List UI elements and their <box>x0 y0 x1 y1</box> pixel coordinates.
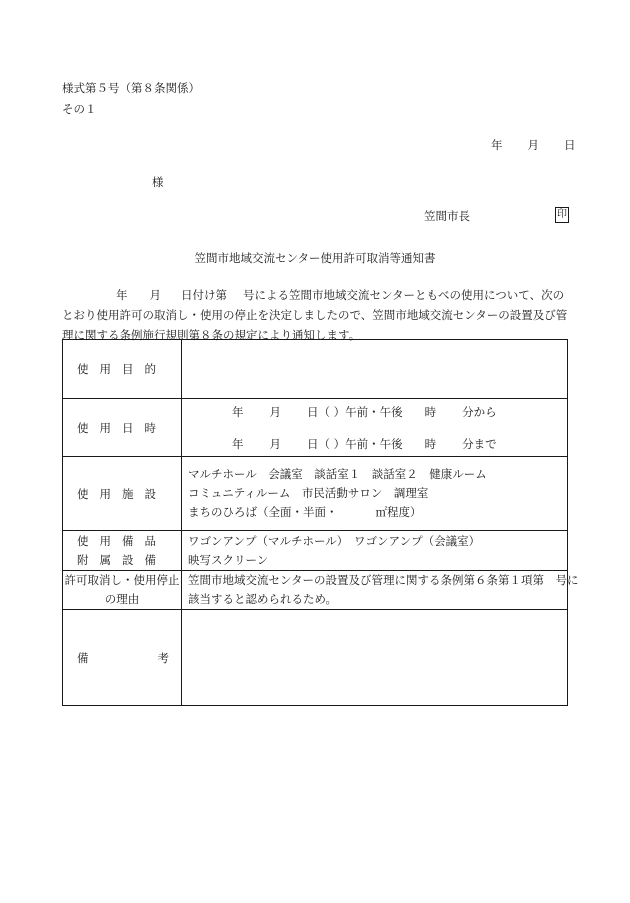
period-to-minutes: 分まで <box>462 436 497 451</box>
facility-value-cell <box>182 457 568 531</box>
body-year: 年 <box>116 288 128 302</box>
row-reason <box>63 571 568 610</box>
addressee-suffix: 様 <box>152 175 164 189</box>
reason-line-2: 該当すると認められるため。 <box>188 592 338 606</box>
period-label: 使用日時 <box>77 420 167 435</box>
purpose-label: 使用目的 <box>77 362 167 376</box>
purpose-label-cell <box>63 340 182 399</box>
facility-label: 使用施設 <box>77 486 167 501</box>
row-purpose <box>63 340 568 399</box>
period-from-paren: （ ） <box>318 404 346 419</box>
reason-label-2: の理由 <box>104 592 140 606</box>
period-to-ampm: 午前・午後 <box>345 436 403 451</box>
date-line <box>491 137 576 153</box>
facility-line-3 <box>188 503 567 522</box>
remarks-label-a: 備 <box>77 650 89 665</box>
notice-table <box>62 339 579 706</box>
seal-mark: 印 <box>555 207 569 223</box>
period-from-hour: 時 <box>424 404 437 419</box>
reason-value-cell <box>182 571 579 610</box>
date-month: 月 <box>527 138 539 152</box>
period-to-month: 月 <box>269 436 281 451</box>
row-period <box>63 399 568 457</box>
remarks-label-b: 考 <box>157 650 169 665</box>
period-to-line <box>188 436 567 452</box>
body-text-2: 号による笠間市地域交流センターともべの使用について、次のとおり使用許可の取消し・使用の停止を決定しましたので、笠間市地域交流センターの設置及び管理に関する条例施行規則第８条の規定により通知します。 <box>62 288 568 342</box>
body-month: 月 <box>149 288 161 302</box>
row-facility <box>63 457 568 531</box>
facility-label-cell <box>63 457 182 531</box>
purpose-value-cell <box>182 340 568 399</box>
period-to-year: 年 <box>232 436 244 451</box>
row-equipment <box>63 531 568 571</box>
period-from-ampm: 午前・午後 <box>345 404 403 419</box>
reason-label-cell <box>63 571 182 610</box>
period-from-year: 年 <box>232 404 244 419</box>
equipment-label-cell <box>63 531 182 571</box>
period-to-hour: 時 <box>424 436 437 451</box>
equipment-line-2: 映写スクリーン <box>188 552 269 567</box>
facility-line-3b: ㎡程度） <box>375 505 422 519</box>
body-text-1: 日付け第 <box>181 288 227 302</box>
document-title: 笠間市地域交流センター使用許可取消等通知書 <box>194 251 436 265</box>
facility-line-3a: まちのひろば（全面・半面・ <box>188 505 338 519</box>
period-to-paren: （ ） <box>318 436 346 451</box>
row-remarks <box>63 610 568 706</box>
facility-line-2: コミュニティルーム 市民活動サロン 調理室 <box>188 486 429 500</box>
equipment-label-1: 使用備品 <box>77 533 167 548</box>
remarks-label-cell <box>63 610 182 706</box>
period-from-day: 日 <box>307 404 319 419</box>
date-year: 年 <box>491 138 503 152</box>
remarks-label <box>63 650 181 666</box>
issuer-name: 笠間市長 <box>424 209 470 223</box>
reason-label-1: 許可取消し・使用停止 <box>64 573 180 587</box>
period-value-cell <box>182 399 568 457</box>
remarks-value-cell <box>182 610 568 706</box>
facility-line-1: マルチホール 会議室 談話室１ 談話室２ 健康ルーム <box>188 467 487 481</box>
equipment-line-1: ワゴンアンプ（マルチホール） ワゴンアンプ（会議室） <box>188 533 481 548</box>
form-number: 様式第５号（第８条関係） <box>62 81 200 95</box>
period-to-day: 日 <box>307 436 319 451</box>
period-label-cell <box>63 399 182 457</box>
period-from-line <box>188 404 567 420</box>
period-from-minutes: 分から <box>462 404 497 419</box>
equipment-label-2: 附属設備 <box>77 552 167 567</box>
equipment-value-cell <box>182 531 568 571</box>
form-sub-number: その１ <box>62 102 97 116</box>
period-from-month: 月 <box>269 404 281 419</box>
date-day: 日 <box>564 138 576 152</box>
reason-line-1: 笠間市地域交流センターの設置及び管理に関する条例第６条第１項第 号に <box>188 573 579 587</box>
body-paragraph <box>62 285 568 345</box>
